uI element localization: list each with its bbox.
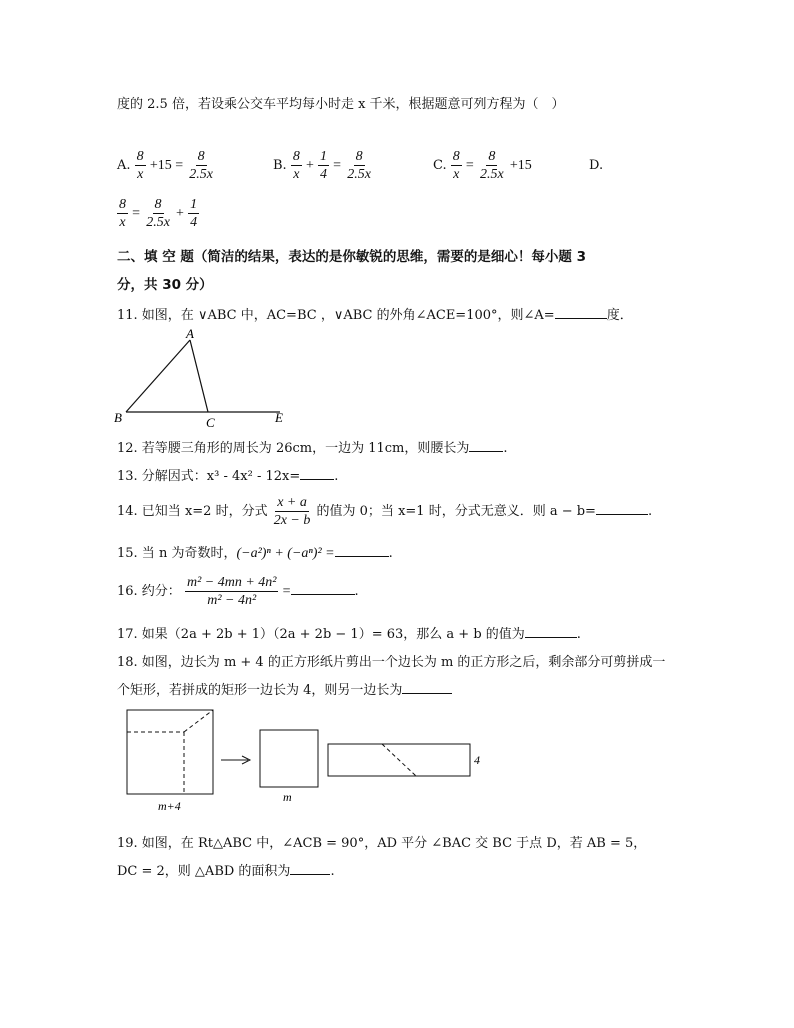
label-b: B [114, 410, 122, 425]
question-16-suffix: . [354, 584, 359, 599]
section-heading-line-2: 分，共 30 分） [117, 277, 213, 293]
option-a-frac-1: $\frac{8}{x}$ [136, 149, 144, 182]
question-15-expression: (−a²)ⁿ + (−aⁿ)² = [236, 546, 335, 561]
option-d-label[interactable]: D. [589, 158, 604, 173]
answer-blank-12[interactable] [469, 439, 503, 452]
question-19-suffix: . [330, 864, 335, 879]
option-a-frac-2: $\frac{8}{2.5x}$ [189, 149, 213, 182]
option-b[interactable] [273, 148, 373, 183]
option-a-label: A. [117, 158, 131, 173]
label-a: A [186, 326, 194, 341]
big-square [127, 710, 213, 794]
question-12-suffix: . [503, 441, 508, 456]
label-c: C [206, 415, 215, 430]
option-c-op-1: = [465, 158, 474, 173]
option-d-frac-1: $\frac{8}{x}$ [119, 197, 126, 230]
question-16-text: 16. 约分： [117, 584, 181, 599]
answer-blank-13[interactable] [300, 467, 334, 480]
label-m-plus-4: m+4 [158, 799, 181, 813]
question-19-text: DC = 2，则 △ABD 的面积为 [117, 864, 291, 879]
question-19-line-1: 19. 如图，在 Rt△ABC 中，∠ACB = 90°，AD 平分 ∠BAC 交 BC 于点 D，若 AB = 5， [117, 836, 647, 851]
question-15-suffix: . [388, 546, 393, 561]
question-13 [117, 465, 338, 484]
figure-18-squares [120, 704, 500, 816]
label-m: m [283, 790, 292, 804]
option-d-frac-3: $\frac{1}{4}$ [190, 197, 198, 230]
question-14 [117, 494, 652, 529]
line-ab [126, 340, 190, 412]
question-18-line-2 [117, 679, 452, 698]
answer-blank-16[interactable] [291, 582, 355, 595]
option-b-op-2: = [333, 158, 342, 173]
question-14-fraction: $\frac{x + a}{2x - b}$ [273, 495, 311, 528]
question-18-text: 个矩形，若拼成的矩形一边长为 4，则另一边长为 [117, 683, 403, 698]
question-19-line-2 [117, 860, 335, 879]
question-11-text: 11. 如图，在 ∨ABC 中，AC=BC ，∨ABC 的外角∠ACE=100°，则∠A= [117, 308, 555, 323]
option-c-label: C. [433, 158, 447, 173]
question-12-text: 12. 若等腰三角形的周长为 26cm，一边为 11cm，则腰长为 [117, 441, 470, 456]
line-ac [190, 340, 208, 412]
option-b-frac-1: $\frac{8}{x}$ [292, 149, 300, 182]
question-14-text: 14. 已知当 x=2 时，分式 [117, 504, 268, 519]
option-c[interactable] [433, 148, 532, 183]
question-12 [117, 437, 508, 456]
option-d-frac-2: $\frac{8}{2.5x}$ [146, 197, 170, 230]
answer-blank-17[interactable] [525, 625, 577, 638]
option-c-op-2: +15 [509, 158, 532, 173]
option-d[interactable] [117, 196, 199, 231]
option-c-frac-1: $\frac{8}{x}$ [452, 149, 460, 182]
answer-blank-14[interactable] [596, 502, 648, 515]
question-16-fraction: $\frac{\text{m² − 4mn + 4n²}}{\text{m² − 4n²}}$ [186, 575, 277, 608]
question-13-suffix: . [334, 469, 339, 484]
option-b-frac-2: $\frac{1}{4}$ [320, 149, 328, 182]
dashed-diagonal [184, 710, 213, 732]
question-17-text: 17. 如果（2a + 2b + 1）（2a + 2b − 1）= 63，那么 a + b 的值为 [117, 627, 525, 642]
option-d-op-1: = [132, 206, 141, 221]
label-e: E [275, 410, 283, 425]
figure-11-triangle [110, 326, 300, 432]
option-a-op-1: +15 = [149, 158, 184, 173]
section-heading-line-1: 二、填 空 题（简洁的结果，表达的是你敏锐的思维，需要的是细心！每小题 3 [117, 249, 586, 265]
option-b-frac-3: $\frac{8}{2.5x}$ [347, 149, 371, 182]
intro-line: 度的 2.5 倍，若设乘公交车平均每小时走 x 千米，根据题意可列方程为（ ） [117, 97, 565, 112]
question-17 [117, 623, 581, 642]
small-square [260, 730, 318, 787]
option-a[interactable] [117, 148, 215, 183]
answer-blank-19[interactable] [290, 862, 330, 875]
question-14-mid: 的值为 0；当 x=1 时，分式无意义．则 a − b= [316, 504, 596, 519]
question-13-text: 13. 分解因式：x³ - 4x² - 12x= [117, 469, 301, 484]
option-d-op-2: + [176, 206, 184, 221]
option-c-frac-2: $\frac{8}{2.5x}$ [479, 149, 504, 182]
question-14-suffix: . [647, 504, 653, 519]
rect-dashed-diagonal [382, 744, 416, 776]
question-11 [117, 304, 633, 323]
question-15-text: 15. 当 n 为奇数时， [117, 546, 237, 561]
option-b-op-1: + [305, 158, 314, 173]
question-16 [117, 574, 359, 609]
answer-blank-18[interactable] [402, 681, 452, 694]
label-4: 4 [474, 753, 480, 767]
question-11-suffix: 度． [606, 308, 633, 323]
question-16-equals: = [282, 584, 291, 599]
option-b-label: B. [273, 158, 287, 173]
answer-blank-15[interactable] [335, 544, 389, 557]
question-17-suffix: . [576, 627, 581, 642]
question-15 [117, 542, 393, 562]
answer-blank-11[interactable] [555, 306, 607, 319]
question-18-line-1: 18. 如图，边长为 m + 4 的正方形纸片剪出一个边长为 m 的正方形之后，剩余部分可剪拼成一 [117, 655, 666, 670]
